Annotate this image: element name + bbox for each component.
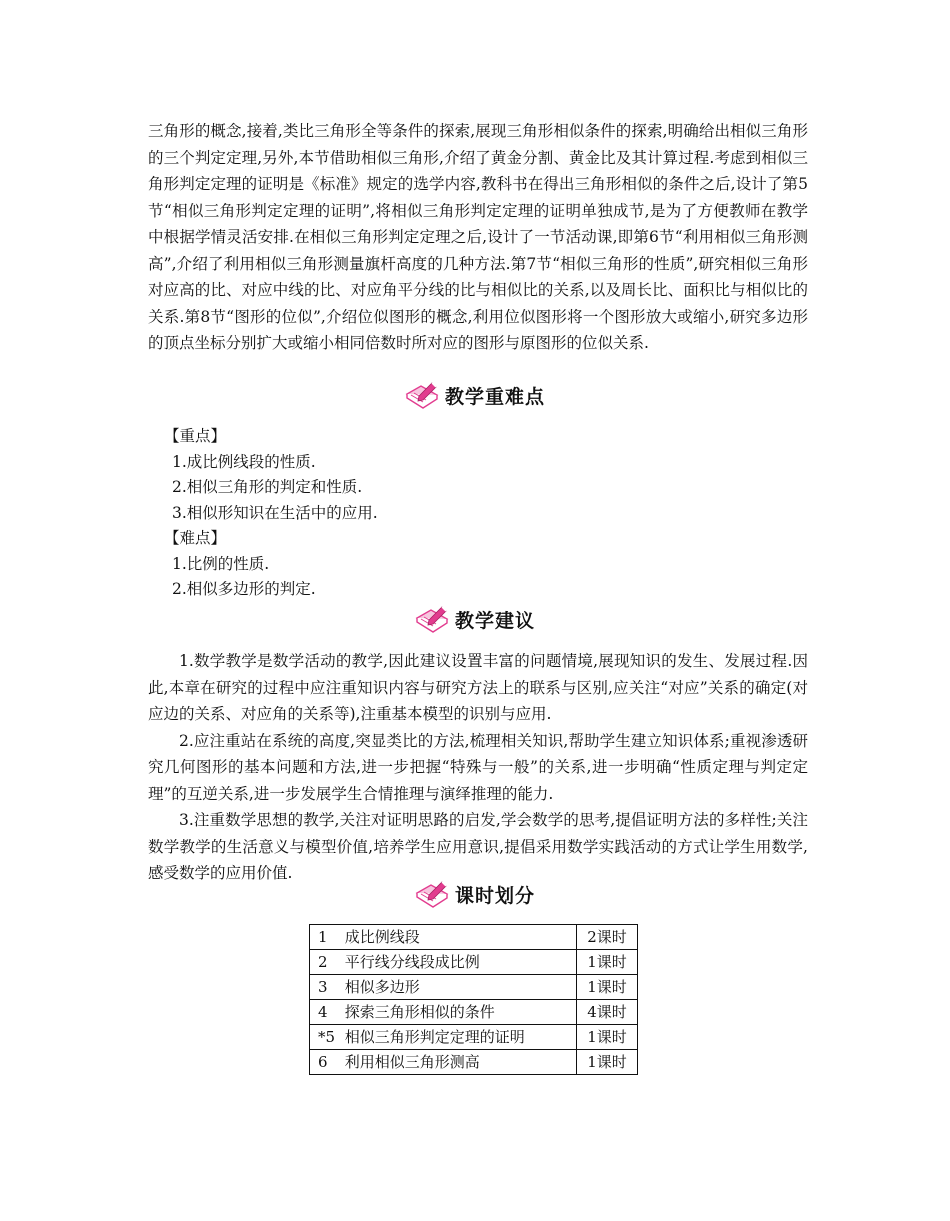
lesson-name: 相似三角形判定定理的证明 bbox=[344, 1028, 525, 1046]
pencil-book-icon bbox=[415, 879, 449, 909]
lesson-name: 平行线分线段成比例 bbox=[344, 953, 480, 971]
lesson-name: 成比例线段 bbox=[344, 928, 420, 946]
list-item: 3.相似形知识在生活中的应用. bbox=[172, 503, 378, 522]
emphasis-heading: 【重点】 bbox=[164, 427, 227, 445]
lesson-cell bbox=[310, 1000, 577, 1025]
lesson-number: 6 bbox=[318, 1053, 328, 1071]
section-title-key-points bbox=[0, 377, 950, 413]
table-row bbox=[310, 1000, 638, 1025]
lesson-name: 利用相似三角形测高 bbox=[344, 1053, 480, 1071]
intro-paragraph: 三角形的概念,接着,类比三角形全等条件的探索,展现三角形相似条件的探索,明确给出相似三角形的三个判定定理,另外,本节借助相似三角形,介绍了黄金分割、黄金比及其计算过程.考虑到相似三角形判定定理的证明是《标准》规定的选学内容,教科书在得出三角形相似的条件之后,设计了第5节“相似三角形判定定理的证明”,将相似三角形判定定理的证明单独成节,是为了方便教师在教学中根据学情灵活安排.在相似三角形判定定理之后,设计了一节活动课,即第6节“利用相似三角形测高”,介绍了利用相似三角形测量旗杆高度的几种方法.第7节“相似三角形的性质”,研究相似三角形对应高的比、对应中线的比、对应角平分线的比与相似比的关系,以及周长比、面积比与相似比的关系.第8节“图形的位似”,介绍位似图形的概念,利用位似图形将一个图形放大或缩小,研究多边形的顶点坐标分别扩大或缩小相同倍数时所对应的图形与原图形的位似关系. bbox=[148, 122, 808, 352]
lesson-hours: 1课时 bbox=[577, 1050, 638, 1075]
table-row bbox=[310, 1050, 638, 1075]
table-row bbox=[310, 975, 638, 1000]
section-title-text: 教学重难点 bbox=[444, 385, 545, 408]
lesson-number: *5 bbox=[318, 1028, 336, 1046]
section-title-text: 课时划分 bbox=[454, 884, 535, 907]
section-title-advice bbox=[0, 601, 950, 637]
lesson-number: 1 bbox=[318, 928, 328, 946]
section-title-text: 教学建议 bbox=[454, 609, 535, 632]
difficulty-heading: 【难点】 bbox=[164, 529, 227, 547]
lesson-cell bbox=[310, 1025, 577, 1050]
lesson-cell bbox=[310, 925, 577, 950]
lesson-hours: 4课时 bbox=[577, 1000, 638, 1025]
advice-paragraph: 3.注重数学思想的教学,关注对证明思路的启发,学会数学的思考,提倡证明方法的多样性;关注数学教学的生活意义与模型价值,培养学生应用意识,提倡采用数学实践活动的方式让学生用数学,感受数学的应用价值. bbox=[148, 811, 808, 882]
table-row bbox=[310, 925, 638, 950]
list-item: 2.相似多边形的判定. bbox=[172, 580, 316, 598]
advice-body bbox=[148, 648, 808, 887]
lesson-cell bbox=[310, 950, 577, 975]
lesson-hours: 1课时 bbox=[577, 975, 638, 1000]
lesson-cell bbox=[310, 1050, 577, 1075]
lesson-number: 2 bbox=[318, 953, 328, 971]
table-row bbox=[310, 950, 638, 975]
lesson-name: 相似多边形 bbox=[344, 978, 420, 996]
list-item: 1.成比例线段的性质. bbox=[172, 452, 316, 471]
lesson-hours: 1课时 bbox=[577, 950, 638, 975]
lesson-hours: 2课时 bbox=[577, 925, 638, 950]
pencil-book-icon bbox=[415, 604, 449, 634]
lesson-number: 3 bbox=[318, 978, 328, 996]
list-item: 1.比例的性质. bbox=[172, 554, 270, 573]
lesson-cell bbox=[310, 975, 577, 1000]
section-title-schedule bbox=[0, 876, 950, 912]
lesson-name: 探索三角形相似的条件 bbox=[344, 1003, 495, 1021]
schedule-table bbox=[309, 924, 638, 1075]
key-points-list bbox=[164, 424, 812, 603]
lesson-hours: 1课时 bbox=[577, 1025, 638, 1050]
advice-paragraph: 2.应注重站在系统的高度,突显类比的方法,梳理相关知识,帮助学生建立知识体系;重视渗透研究几何图形的基本问题和方法,进一步把握“特殊与一般”的关系,进一步明确“性质定理与判定定理”的互逆关系,进一步发展学生合情推理与演绎推理的能力. bbox=[148, 731, 808, 803]
advice-paragraph: 1.数学教学是数学活动的教学,因此建议设置丰富的问题情境,展现知识的发生、发展过程.因此,本章在研究的过程中应注重知识内容与研究方法上的联系与区别,应关注“对应”关系的确定(对应边的关系、对应角的关系等),注重基本模型的识别与应用. bbox=[148, 652, 808, 723]
table-row bbox=[310, 1025, 638, 1050]
pencil-book-icon bbox=[405, 380, 439, 410]
list-item: 2.相似三角形的判定和性质. bbox=[172, 478, 363, 496]
lesson-number: 4 bbox=[318, 1003, 328, 1021]
